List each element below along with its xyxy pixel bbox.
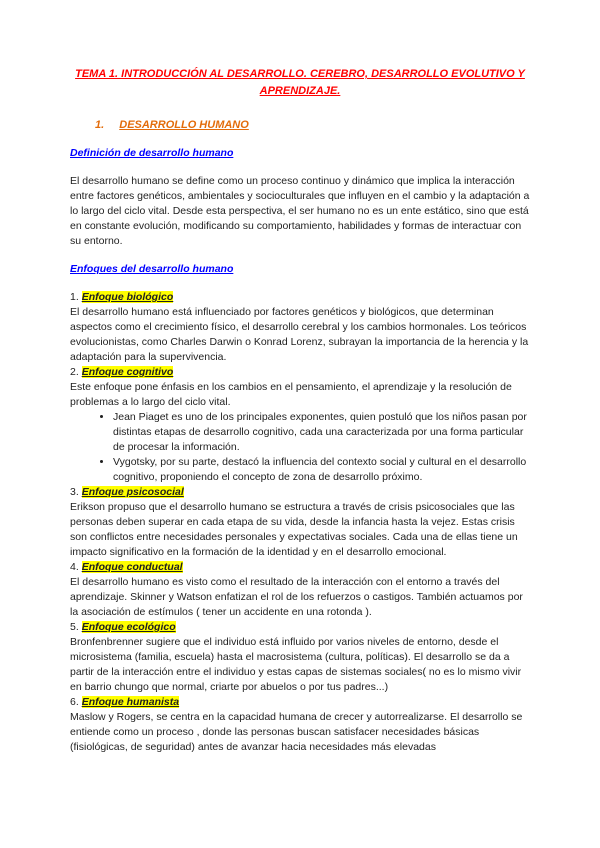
enfoque-heading <box>70 290 530 305</box>
document-title: TEMA 1. INTRODUCCIÓN AL DESARROLLO. CEREBRO, DESARROLLO EVOLUTIVO Y APRENDIZAJE. <box>75 68 525 97</box>
section-number: 1. <box>95 119 105 131</box>
subheading-enfoques-desarrollo-humano: Enfoques del desarrollo humano <box>70 263 234 275</box>
enfoque-label: Enfoque ecológico <box>81 621 176 633</box>
enfoque-number: 3. <box>70 486 82 498</box>
enfoque-label: Enfoque biológico <box>81 291 174 303</box>
enfoque-number: 6. <box>70 696 82 708</box>
enfoque-label: Enfoque conductual <box>81 561 183 573</box>
enfoque-number: 1. <box>70 291 82 303</box>
enfoque-body: Maslow y Rogers, se centra en la capacidad humana de crecer y autorrealizarse. El desarrollo se entiende como un proceso , donde las personas buscan satisfacer necesidades básicas (fisiológicas, de seguridad) antes de avanzar hacia necesidades más elevadas <box>70 711 523 753</box>
enfoque-heading <box>70 485 530 500</box>
bullet-list <box>70 410 530 485</box>
enfoque-number: 2. <box>70 366 82 378</box>
enfoque-body: El desarrollo humano está influenciado por factores genéticos y biológicos, que determinan aspectos como el crecimiento físico, el desarrollo cerebral y los cambios hormonales. Los teóricos evolucionistas, como Charles Darwin o Konrad Lorenz, subrayan la importancia de la herencia y la adaptación para la supervivencia. <box>70 306 529 363</box>
enfoque-heading <box>70 620 530 635</box>
enfoque-number: 4. <box>70 561 82 573</box>
subheading-definicion-desarrollo-humano: Definición de desarrollo humano <box>70 147 234 159</box>
enfoque-label: Enfoque cognitivo <box>81 366 174 378</box>
enfoque-heading <box>70 695 530 710</box>
definition-paragraph: El desarrollo humano se define como un proceso continuo y dinámico que implica la interacción entre factores genéticos, ambientales y socioculturales que influyen en el cambio y la adaptación a lo largo del ciclo vital. Desde esta perspectiva, el ser humano no es un ente estático, sino que está en constante evolución, modificando su comportamiento, habilidades y formas de interactuar con su entorno. <box>70 175 530 247</box>
bullet-item: • Vygotsky, por su parte, destacó la influencia del contexto social y cultural en el desarrollo cognitivo, proponiendo el concepto de zona de desarrollo próximo. <box>113 455 530 485</box>
bullet-item: • Jean Piaget es uno de los principales exponentes, quien postuló que los niños pasan por distintas etapas de desarrollo cognitivo, cada una caracterizada por una forma particular de procesar la información. <box>113 410 530 455</box>
enfoque-label: Enfoque humanista <box>81 696 180 708</box>
enfoque-heading <box>70 560 530 575</box>
section-title: DESARROLLO HUMANO <box>119 119 249 131</box>
enfoque-label: Enfoque psicosocial <box>81 486 184 498</box>
enfoque-number: 5. <box>70 621 82 633</box>
enfoque-body: Erikson propuso que el desarrollo humano se estructura a través de crisis psicosociales que las personas deben superar en cada etapa de su vida, desde la infancia hasta la vejez. Estas crisis son conflictos entre necesidades personales y expectativas sociales. Cada una de ellas tiene un impacto significativo en la formación de la identidad y en el desarrollo emocional. <box>70 501 518 558</box>
section-heading-desarrollo-humano <box>70 118 530 133</box>
enfoque-heading <box>70 365 530 380</box>
enfoque-body: El desarrollo humano es visto como el resultado de la interacción con el entorno a través del aprendizaje. Skinner y Watson enfatizan el rol de los refuerzos o castigos. También actuamos por la asociación de estímulos ( tener un accidente en una rotonda ). <box>70 576 523 618</box>
enfoque-body: Bronfenbrenner sugiere que el individuo está influido por varios niveles de entorno, desde el microsistema (familia, escuela) hasta el macrosistema (cultura, políticas). El desarrollo se da a partir de la interacción entre el individuo y estas capas de sistemas sociales( no es lo mismo vivir en barrio chungo que normal, criarte por abuelos o por tus padres...) <box>70 636 522 693</box>
enfoques-list <box>70 290 530 755</box>
enfoque-body: Este enfoque pone énfasis en los cambios en el pensamiento, el aprendizaje y la resolución de problemas a lo largo del ciclo vital. <box>70 381 512 408</box>
